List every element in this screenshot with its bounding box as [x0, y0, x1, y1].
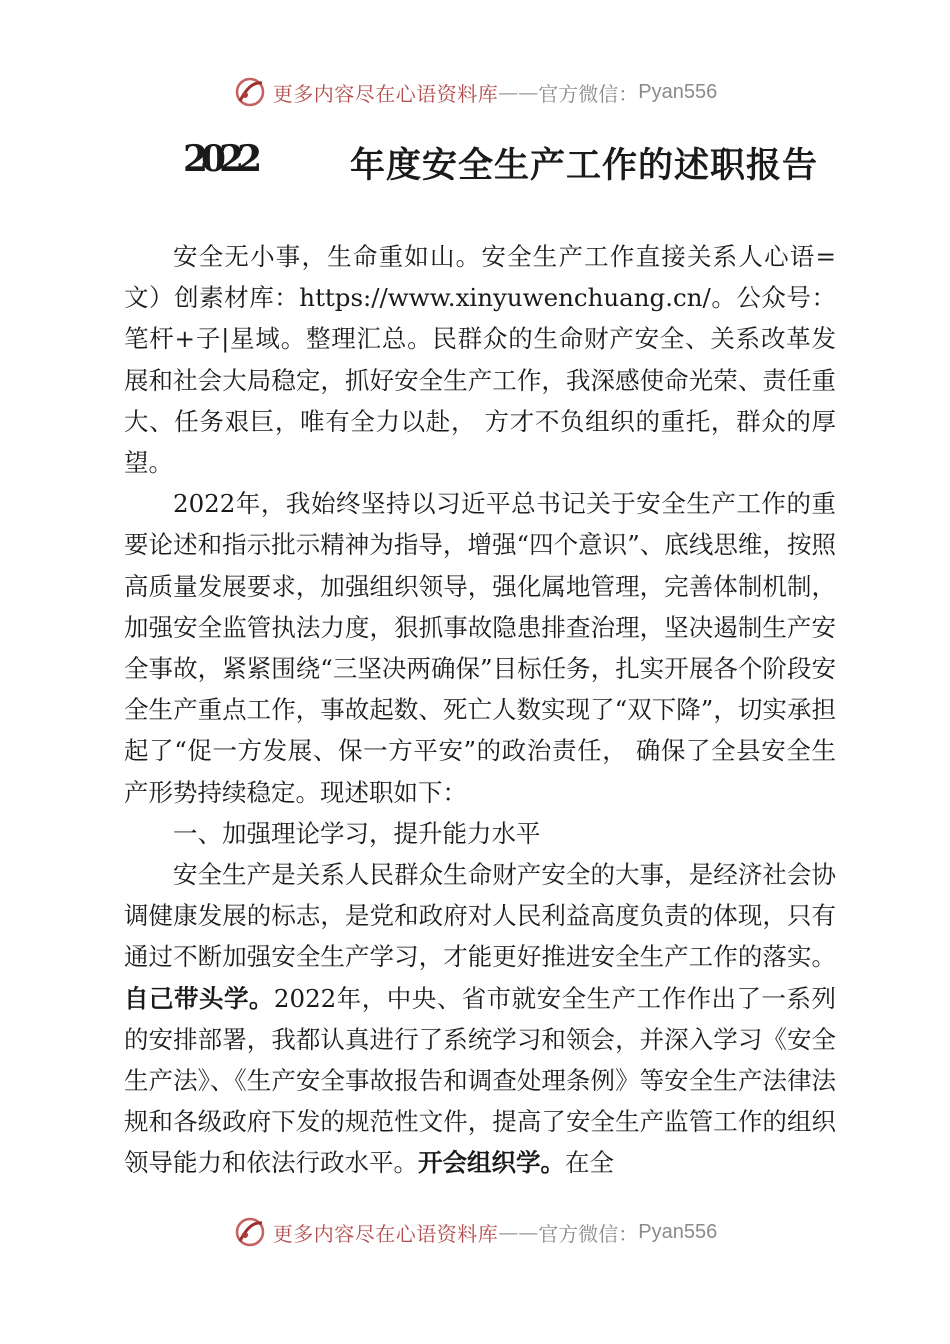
title-text: 年度安全生产工作的述职报告 [350, 145, 819, 186]
paragraph-intro: 安全无小事，生命重如山。安全生产工作直接关系人心语=文）创素材库：https://www.xinyuwenchuang.cn/。公众号：笔杆+子|星域。整理汇总。民群众的生命财产安全、关系改革发展和社会大局稳定，抓好安全生产工作，我深感使命光荣、责任重大、任务艰巨，唯有全力以赴， 方才不负组织的重托，群众的厚望。 [124, 242, 836, 478]
bold-lead-self-study: 自己带头学。 [124, 983, 274, 1013]
banner-separator: —— [498, 80, 539, 104]
banner-text: 更多内容尽在心语资料库 [272, 81, 499, 106]
title-year: 2022 [183, 138, 256, 180]
paragraph-study [124, 854, 836, 1184]
banner-text: 更多内容尽在心语资料库 [272, 1221, 499, 1246]
banner-wechat-id: Pyan556 [638, 1220, 718, 1243]
brand-logo-icon [233, 75, 267, 109]
paragraph-summary: 2022年，我始终坚持以习近平总书记关于安全生产工作的重要论述和指示批示精神为指导，增强“四个意识”、底线思维，按照高质量发展要求，加强组织领导，强化属地管理，完善体制机制，加强安全监管执法力度，狠抓事故隐患排查治理，坚决遏制生产安全事故，紧紧围绕“三坚决两确保”目标任务，扎实开展各个阶段安全生产重点工作，事故起数、死亡人数实现了“双下降”，切实承担起了“促一方发展、保一方平安”的政治责任， 确保了全县安全生产形势持续稳定。现述职如下： [124, 489, 836, 807]
header-banner [0, 72, 950, 112]
paragraph-study-part-c: 在全 [565, 1148, 614, 1178]
banner-wechat-label: 官方微信： [538, 1221, 639, 1246]
bold-lead-meeting-study: 开会组织学。 [418, 1148, 565, 1178]
footer-banner [0, 1212, 950, 1252]
paragraph-study-part-a: 安全生产是关系人民群众生命财产安全的大事，是经济社会协调健康发展的标志，是党和政府对人民利益高度负责的体现，只有通过不断加强安全生产学习，才能更好推进安全生产工作的落实。 [124, 860, 836, 972]
section-heading-1: 一、加强理论学习，提升能力水平 [173, 818, 541, 848]
document-body [124, 236, 836, 1184]
banner-wechat-label: 官方微信： [538, 81, 639, 106]
banner-wechat-id: Pyan556 [638, 80, 718, 103]
banner-separator: —— [498, 1220, 539, 1244]
document-title [0, 134, 950, 190]
paragraph-study-part-b: 2022年，中央、省市就安全生产工作作出了一系列的安排部署，我都认真进行了系统学习和领会，并深入学习《安全生产法》、《生产安全事故报告和调查处理条例》等安全生产法律法规和各级政府下发的规范性文件，提高了安全生产监管工作的组织领导能力和依法行政水平。 [124, 983, 836, 1178]
brand-logo-icon [233, 1215, 267, 1249]
